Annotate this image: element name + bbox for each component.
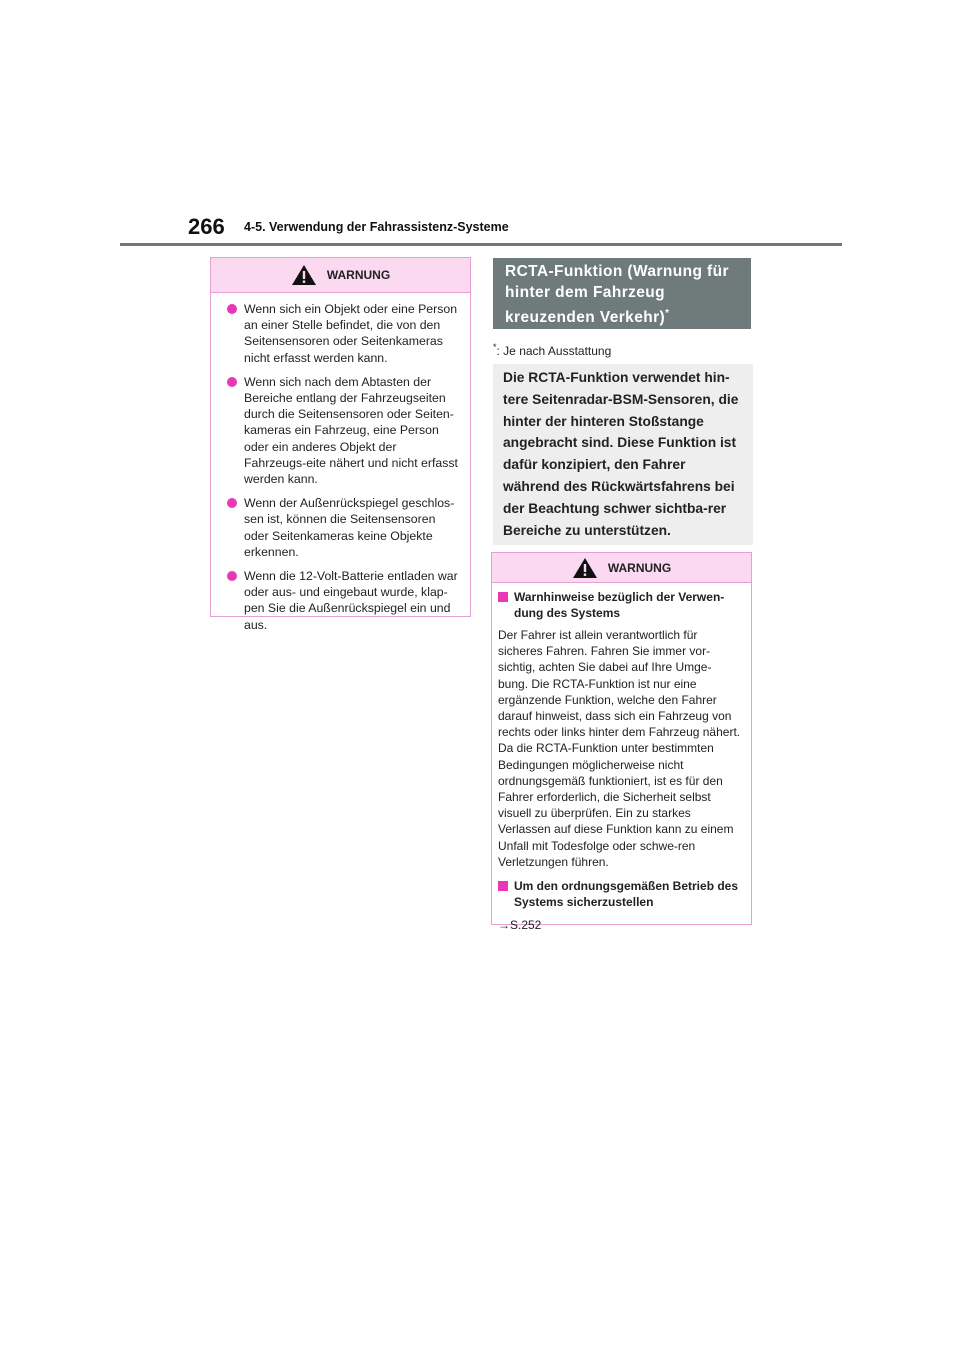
- warning-body: Der Fahrer ist allein verantwortlich für sicheres Fahren. Fahren Sie immer vor-sichtig, achten Sie dabei auf Ihre Umge-bung. Die RCTA-Funktion ist nur eine ergänzende Funktion, welche den Fahrer darauf hinweist, dass sich ein Fahrzeug von rechts oder links hinter dem Fahrzeug nähert. Da die RCTA-Funktion unter bestimmten Bedingungen möglicherweise nicht ordnungsgemäß funktioniert, ist es für den Fahrer erforderlich, die Sicherheit selbst visuell zu überprüfen. Ein zu starkes Verlassen auf diese Funktion kann zu einem Unfall mit Todesfolge oder schwe-ren Verletzungen führen.: [498, 628, 741, 869]
- section-title-text: RCTA-Funktion (Warnung für hinter dem Fahrzeug kreuzenden Verkehr): [505, 263, 729, 327]
- header-rule: [120, 243, 842, 246]
- warning-title: WARNUNG: [326, 268, 391, 282]
- square-bullet-icon: [498, 592, 508, 602]
- footnote-mark: *: [493, 342, 497, 352]
- list-item-text: Wenn der Außenrückspiegel geschlos-sen ist, können die Seitensensoren oder Seitenkameras keine Objekte erkennen.: [244, 496, 455, 559]
- warning-subheading: [498, 589, 741, 621]
- bullet-icon: [227, 304, 237, 314]
- list-item: [227, 568, 460, 633]
- warning-header: [492, 553, 751, 583]
- subheading-text: Um den ordnungsgemäßen Betrieb des Systems sicherzustellen: [514, 879, 739, 910]
- footnote-text: : Je nach Ausstattung: [496, 344, 612, 358]
- intro-box: Die RCTA-Funktion verwendet hin-tere Seitenradar-BSM-Sensoren, die hinter der hinteren Stoßstange angebracht sind. Diese Funktion ist dafür konzipiert, den Fahrer während des Rückwärtsfahrens bei der Beachtung schwer sichtba-rer Bereiche zu unterstützen.: [493, 364, 753, 545]
- warning-header: [211, 258, 470, 293]
- list-item-text: Wenn sich nach dem Abtasten der Bereiche entlang der Fahrzeugseiten durch die Seitensensoren oder Seiten-kameras ein Fahrzeug, eine Person oder ein anderes Objekt der Fahrzeugs-eite nähert und nicht erfasst werden kann.: [244, 374, 458, 487]
- page-number: 266: [188, 214, 225, 239]
- warning-triangle-icon: [291, 264, 317, 286]
- bullet-icon: [227, 377, 237, 387]
- list-item-text: Wenn sich ein Objekt oder eine Person an einer Stelle befindet, die von den Seitensensoren oder Seitenkameras nicht erfasst werden kann.: [244, 302, 458, 365]
- list-item: [227, 495, 460, 560]
- title-footnote-mark: *: [665, 308, 670, 319]
- footnote: [493, 342, 611, 358]
- list-item: [227, 374, 460, 487]
- page-reference: →S.252: [498, 918, 542, 933]
- warning-title: WARNUNG: [607, 560, 672, 575]
- bullet-icon: [227, 498, 237, 508]
- list-item-text: Wenn die 12-Volt-Batterie entladen war oder aus- und eingebaut wurde, klap-pen Sie die Außenrückspiegel ein und aus.: [244, 569, 458, 632]
- square-bullet-icon: [498, 881, 508, 891]
- warning-subheading: [498, 878, 741, 910]
- warning-bullet-list: [211, 293, 470, 645]
- warning-triangle-icon: [572, 557, 598, 579]
- bullet-icon: [227, 571, 237, 581]
- right-warning-box: [491, 552, 752, 933]
- section-title: [493, 258, 751, 329]
- subheading-text: Warnhinweise bezüglich der Verwen-dung des Systems: [514, 590, 725, 620]
- chapter-title: 4-5. Verwendung der Fahrassistenz-Systeme: [244, 220, 509, 234]
- list-item: [227, 301, 460, 366]
- left-warning-box: [210, 257, 471, 632]
- warning-content: [492, 583, 751, 932]
